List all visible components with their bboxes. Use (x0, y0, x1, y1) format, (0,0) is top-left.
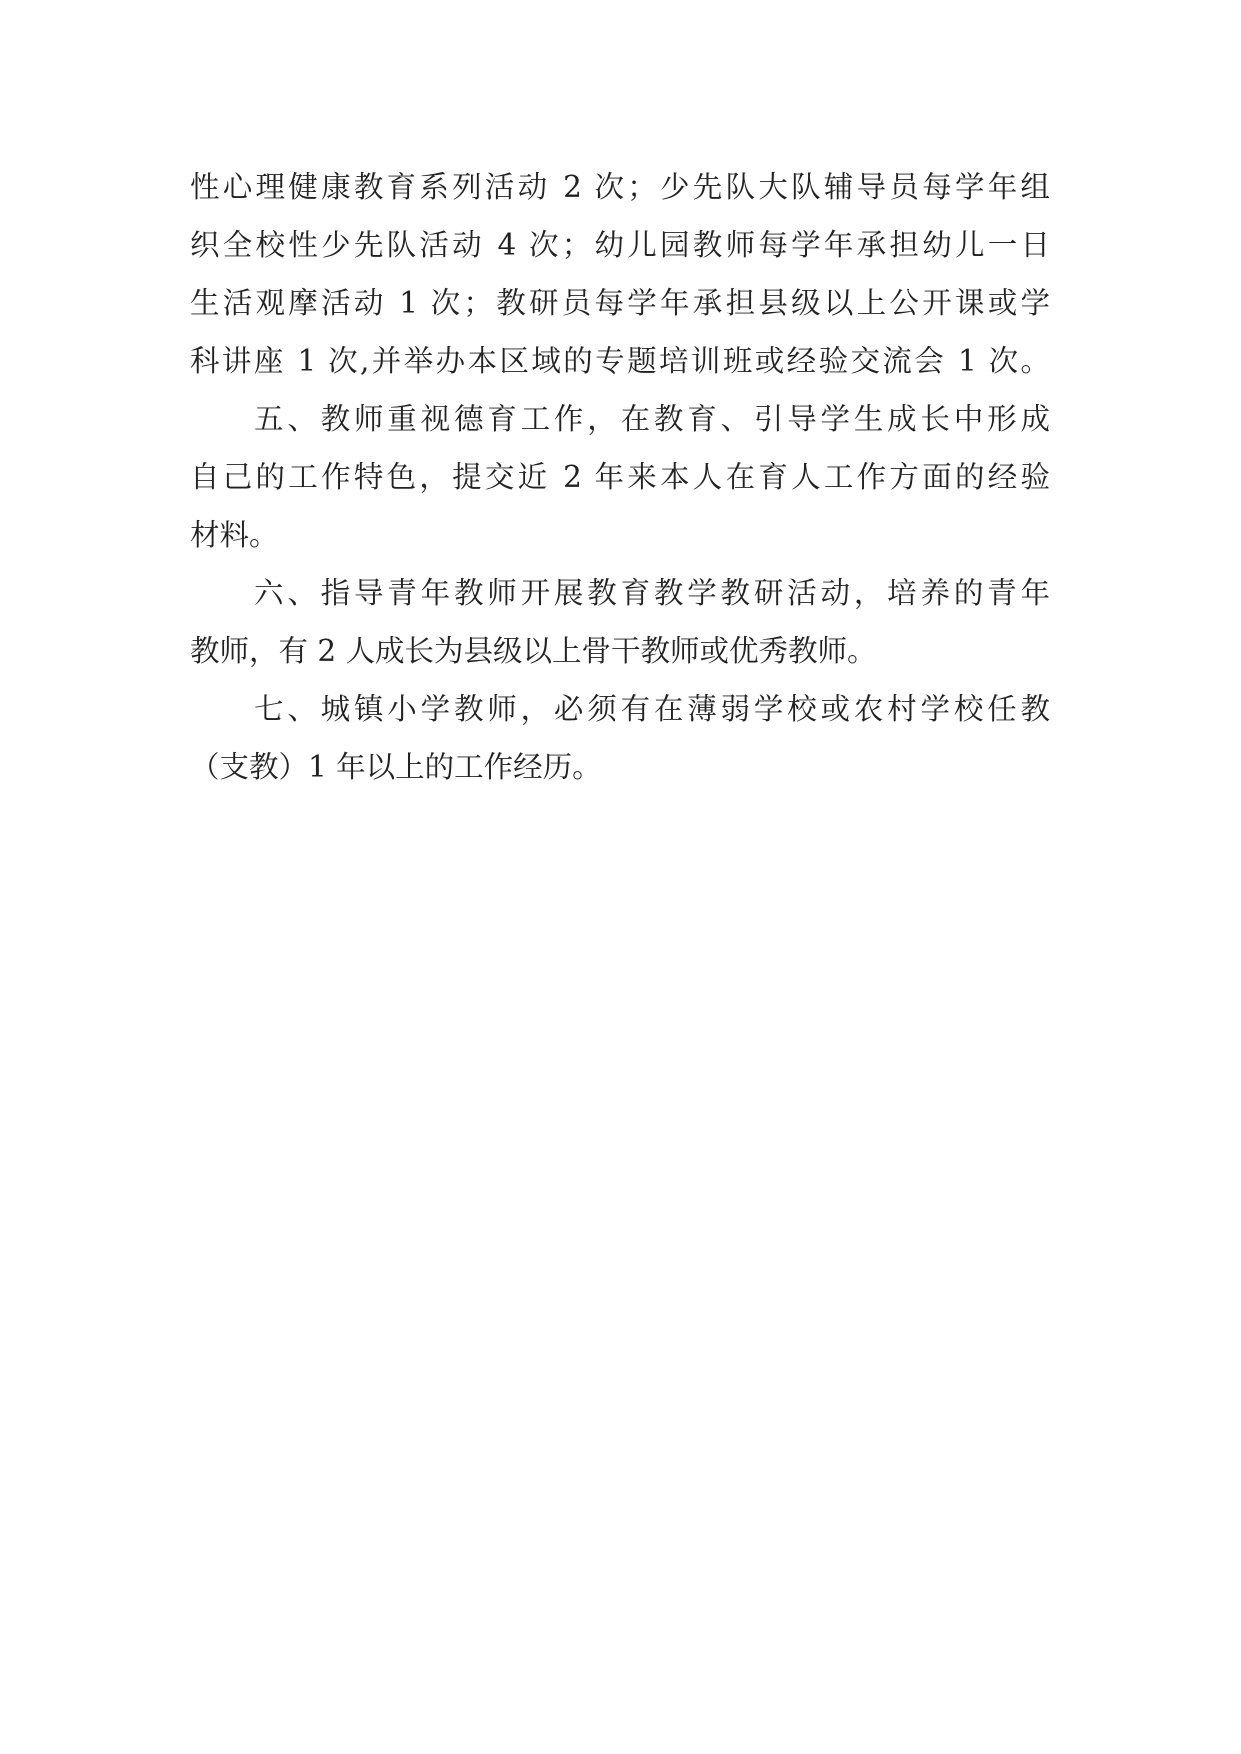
paragraph-seven-first-line: 七、城镇小学教师，必须有在薄弱学校或农村学校任教 (254, 692, 1050, 726)
text-line: 科讲座 1 次,并举办本区域的专题培训班或经验交流会 1 次。 (190, 344, 1050, 378)
text-line: 生活观摩活动 1 次；教研员每学年承担县级以上公开课或学 (190, 286, 1050, 320)
body-text (190, 158, 1050, 796)
paragraph-six-first-line: 六、指导青年教师开展教育教学教研活动，培养的青年 (254, 576, 1050, 610)
text-line: 材料。 (190, 518, 279, 552)
text-line: 自己的工作特色，提交近 2 年来本人在育人工作方面的经验 (190, 460, 1050, 494)
text-line: 性心理健康教育系列活动 2 次；少先队大队辅导员每学年组 (190, 170, 1050, 204)
text-line: （支教）1 年以上的工作经历。 (190, 750, 602, 784)
text-line: 教师，有 2 人成长为县级以上骨干教师或优秀教师。 (190, 634, 877, 668)
text-line: 织全校性少先队活动 4 次；幼儿园教师每学年承担幼儿一日 (190, 228, 1050, 262)
paragraph-five-first-line: 五、教师重视德育工作，在教育、引导学生成长中形成 (254, 402, 1050, 436)
